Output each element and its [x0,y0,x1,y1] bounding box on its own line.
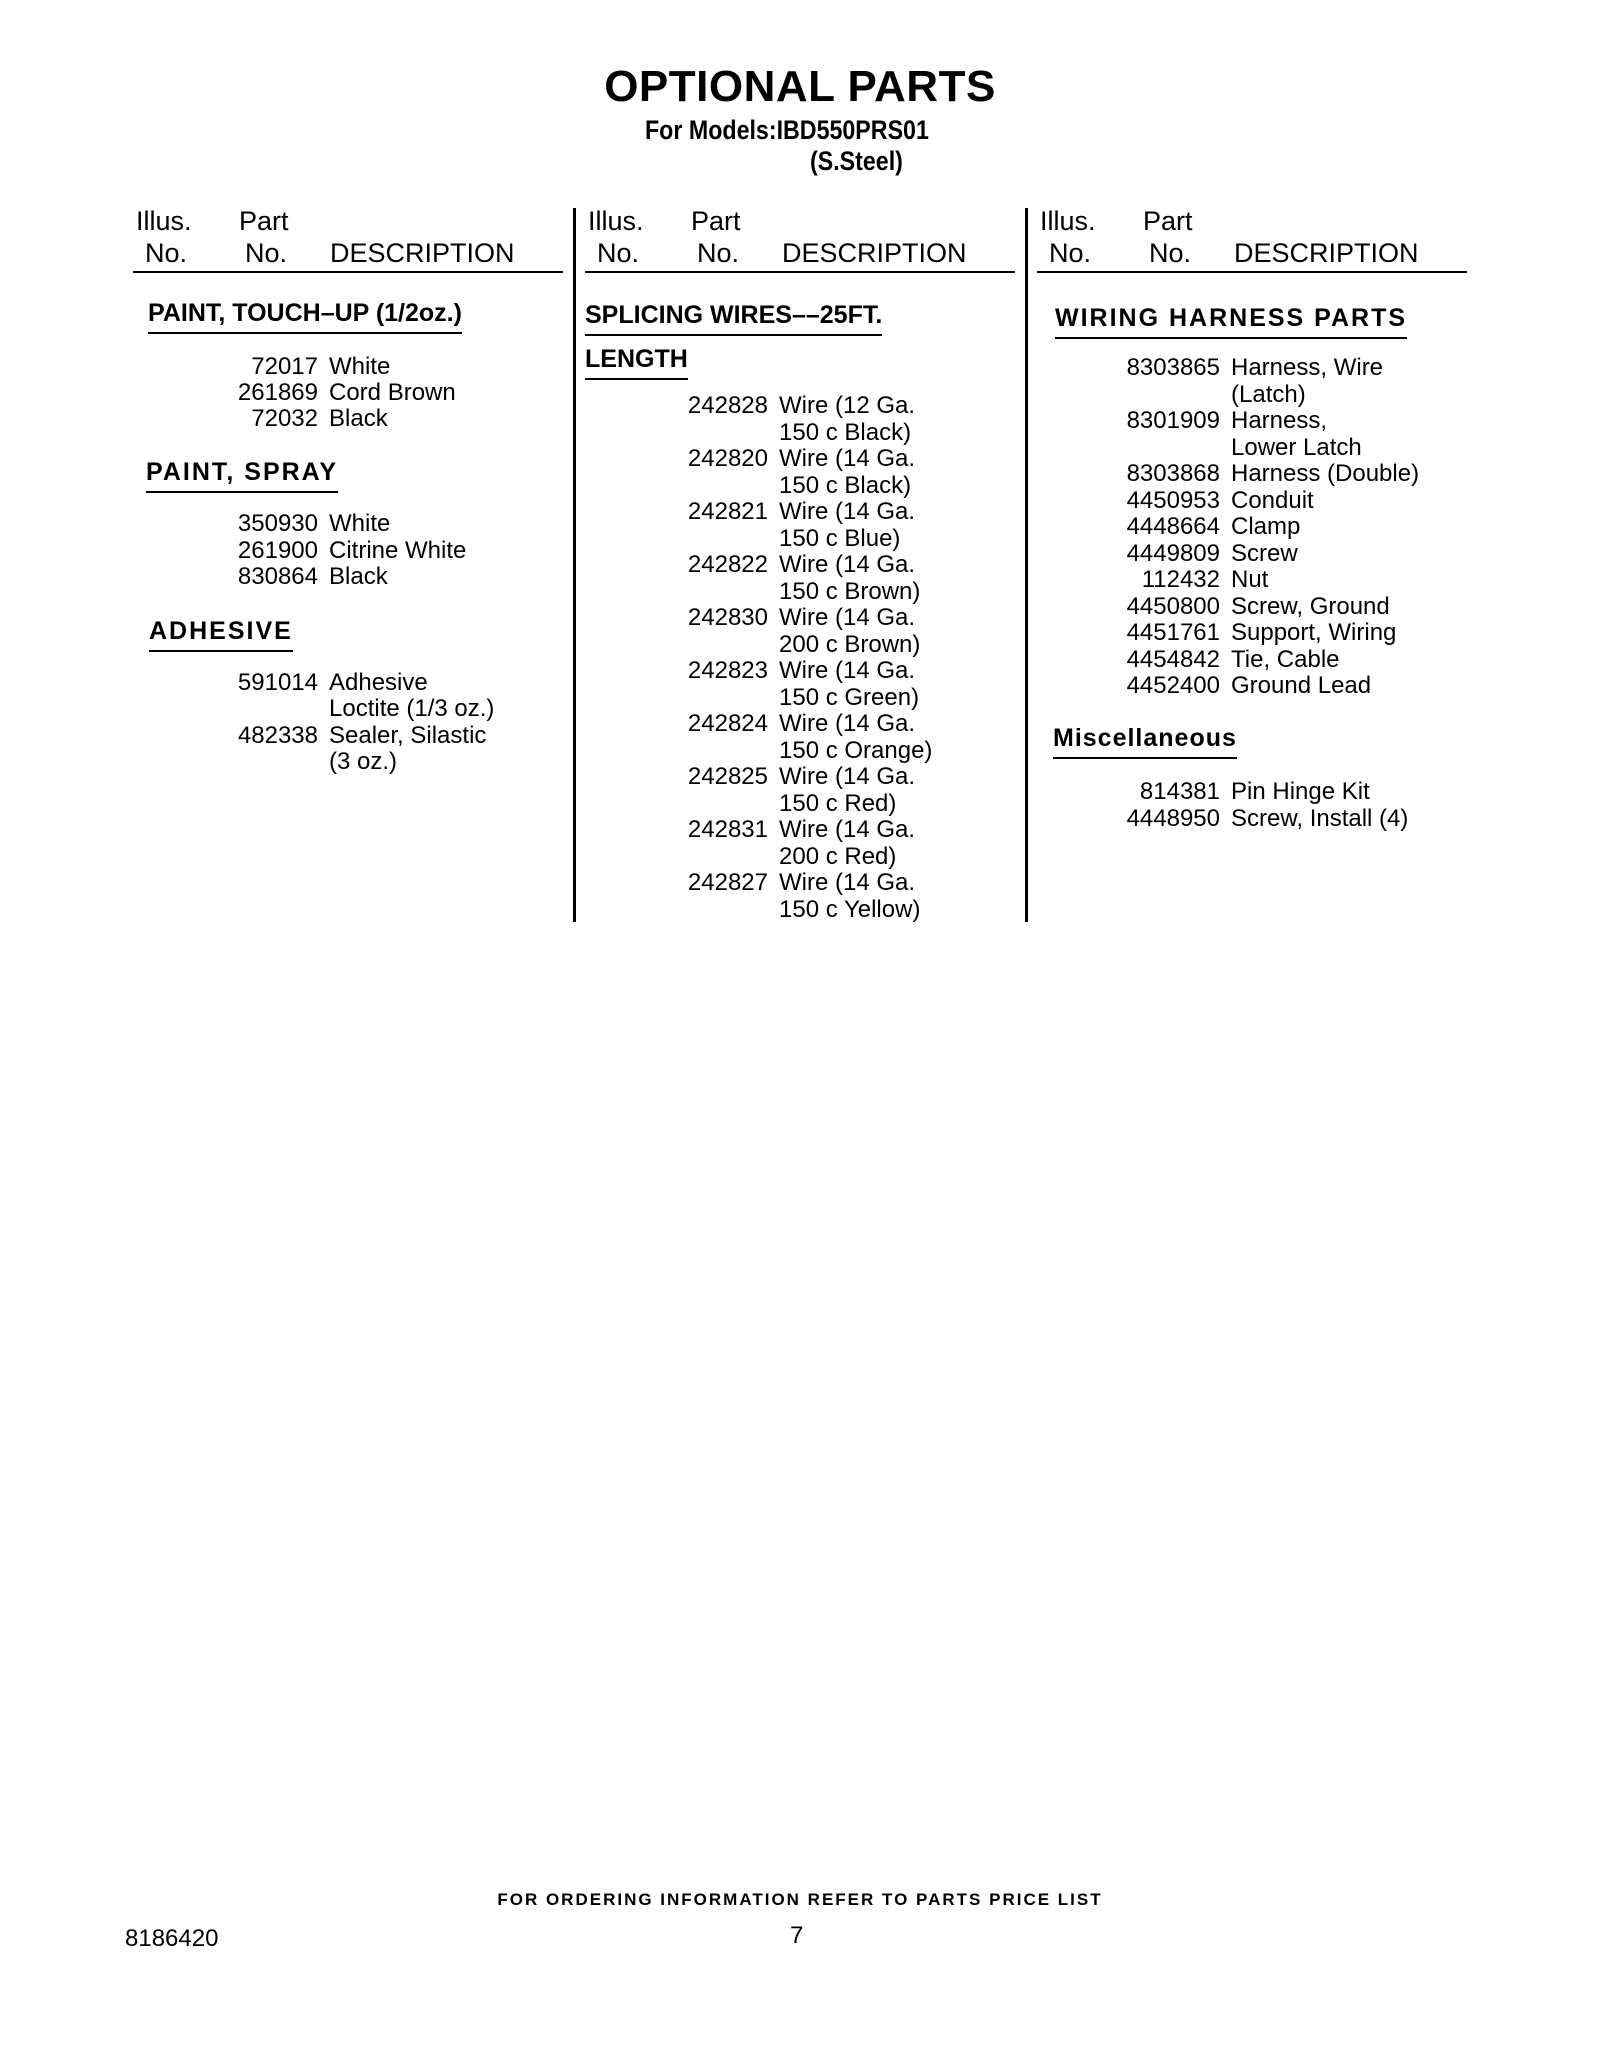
part-number: 4449809 [1126,539,1220,567]
part-number: 242820 [687,445,768,472]
part-description-line2: Loctite (1/3 oz.) [329,695,495,722]
section-title-adhesive: ADHESIVE [149,617,293,652]
part-number: 242828 [687,392,768,419]
parts-column-3 [1037,204,1467,924]
illus-heading: Illus. [1040,206,1096,236]
part-number: 242831 [687,816,768,843]
part-number: 242822 [687,551,768,578]
part-no-heading: No. [1149,238,1192,268]
part-description: Wire (14 Ga. [779,657,916,684]
part-description-line2: 150 c Brown) [779,577,921,605]
part-number: 242827 [687,869,768,896]
part-number: 4450953 [1126,486,1220,514]
column-header [1037,204,1467,274]
part-number: 4454842 [1126,645,1220,673]
section-title-splicing: SPLICING WIRES––25FT. [585,301,882,336]
part-description: Wire (12 Ga. [779,392,916,419]
section-title-miscellaneous: Miscellaneous [1053,724,1237,759]
illus-no-heading: No. [145,238,188,268]
part-no-heading: No. [245,238,288,268]
part-number: 4450800 [1126,592,1220,620]
part-description: Clamp [1231,513,1301,540]
column-divider-2 [1025,208,1028,922]
part-number: 72032 [251,405,318,432]
document-number: 8186420 [125,1925,219,1952]
part-description-line2: 150 c Blue) [779,524,901,552]
page-number: 7 [790,1922,804,1949]
part-number: 242824 [687,710,768,737]
part-description: Wire (14 Ga. [779,445,916,472]
part-number: 4448950 [1126,804,1220,832]
part-description-line2: (Latch) [1231,380,1306,408]
part-description: Ground Lead [1231,672,1372,699]
part-number: 4452400 [1126,672,1220,699]
part-number: 261900 [237,537,318,564]
part-description: Wire (14 Ga. [779,816,916,843]
part-description: Black [329,405,388,432]
description-heading: DESCRIPTION [1234,238,1419,268]
section-title-paint-touchup: PAINT, TOUCH–UP (1/2oz.) [148,299,462,334]
section-title-wiring-harness: WIRING HARNESS PARTS [1055,304,1407,339]
section-title-splicing-line2: LENGTH [585,345,688,380]
models-line: For Models:IBD550PRS01 [645,115,929,145]
part-description-line2: (3 oz.) [329,748,398,775]
part-description: Nut [1231,566,1269,593]
part-number: 8303865 [1126,354,1220,381]
part-number: 261869 [237,379,318,406]
part-description: Citrine White [329,537,467,564]
description-heading: DESCRIPTION [330,238,515,268]
illus-heading: Illus. [588,206,644,236]
part-description-line2: 200 c Red) [779,842,897,870]
part-description: Support, Wiring [1231,619,1397,646]
part-description: Tie, Cable [1231,645,1340,673]
part-description: White [329,353,391,380]
part-number: 242821 [687,498,768,525]
part-description: Pin Hinge Kit [1231,778,1370,805]
part-description-line2: 150 c Black) [779,471,912,499]
part-number: 830864 [237,563,318,590]
part-number: 4448664 [1126,513,1220,540]
description-heading: DESCRIPTION [782,238,967,268]
part-number: 72017 [251,353,318,380]
part-description: Sealer, Silastic [329,722,487,749]
column-divider-1 [573,208,576,922]
part-number: 8301909 [1126,407,1220,434]
illus-heading: Illus. [136,206,192,236]
header-rule [133,271,563,273]
part-description-line2: 150 c Black) [779,418,912,446]
part-description: Adhesive [329,669,428,696]
part-description: Harness (Double) [1231,460,1420,487]
parts-column-1 [133,204,563,924]
part-heading: Part [1143,206,1193,236]
part-description-line2: 150 c Orange) [779,736,933,764]
part-description: Black [329,563,388,590]
part-number: 8303868 [1126,460,1220,487]
part-number: 814381 [1139,778,1220,805]
part-description-line2: Lower Latch [1231,433,1362,461]
part-number: 242825 [687,763,768,790]
header-rule [1037,271,1467,273]
part-number: 112432 [1141,566,1220,593]
column-header [585,204,1015,274]
part-description-line2: 150 c Red) [779,789,897,817]
header-rule [585,271,1015,273]
part-description: Wire (14 Ga. [779,710,916,737]
part-description: Screw [1231,539,1298,567]
part-description-line2: 150 c Green) [779,683,920,711]
part-description: Harness, [1231,407,1328,434]
column-header [133,204,563,274]
part-description: White [329,510,391,537]
part-description: Wire (14 Ga. [779,604,916,631]
part-number: 242830 [687,604,768,631]
part-description: Cord Brown [329,379,456,406]
part-description: Screw, Ground [1231,592,1390,620]
part-description-line2: 150 c Yellow) [779,895,921,923]
ordering-note: FOR ORDERING INFORMATION REFER TO PARTS PRICE LIST [497,1890,1103,1909]
part-heading: Part [239,206,289,236]
part-no-heading: No. [697,238,740,268]
part-description-line2: 200 c Brown) [779,630,921,658]
parts-column-2 [585,204,1015,924]
part-number: 350930 [237,510,318,537]
part-number: 482338 [237,722,318,749]
finish-line: (S.Steel) [810,146,903,176]
page-title: OPTIONAL PARTS [604,62,996,111]
part-description: Wire (14 Ga. [779,498,916,525]
illus-no-heading: No. [1049,238,1092,268]
part-number: 242823 [687,657,768,684]
section-title-paint-spray: PAINT, SPRAY [146,458,338,493]
illus-no-heading: No. [597,238,640,268]
part-description: Screw, Install (4) [1231,804,1409,832]
part-number: 4451761 [1126,619,1220,646]
part-description: Conduit [1231,486,1314,514]
part-description: Wire (14 Ga. [779,551,916,578]
part-number: 591014 [237,669,318,696]
part-description: Wire (14 Ga. [779,869,916,896]
part-description: Harness, Wire [1231,354,1384,381]
part-description: Wire (14 Ga. [779,763,916,790]
part-heading: Part [691,206,741,236]
